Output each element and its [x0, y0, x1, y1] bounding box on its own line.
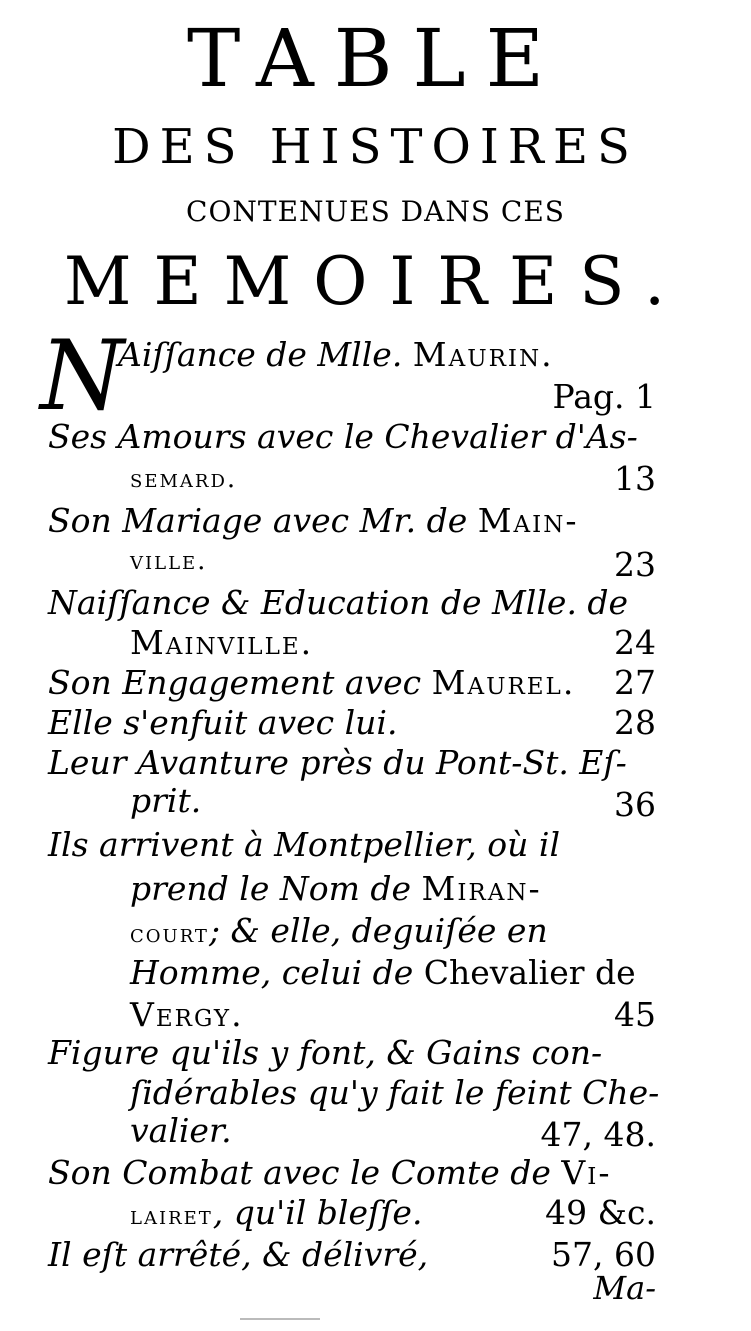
page-number: 47, 48.	[540, 1115, 656, 1154]
page-edge-mark	[240, 1318, 320, 1320]
title-table: TABLE	[186, 12, 565, 105]
list-item: Naiſſance & Education de Mlle. de	[48, 583, 629, 622]
page-number: 27	[614, 663, 656, 702]
list-item: Son Combat avec le Comte de Vi-	[48, 1153, 612, 1192]
page-number: 36	[614, 785, 656, 824]
list-item-cont: ſidérables qu'y fait le feint Che-	[130, 1073, 660, 1112]
page-number: 13	[614, 459, 656, 498]
list-item: Ils arrivent à Montpellier, où il	[48, 825, 560, 864]
title-contenues: CONTENUES DANS CES	[186, 195, 565, 228]
list-item-cont: semard.	[130, 464, 238, 494]
drop-cap: N	[40, 320, 124, 432]
list-item: Leur Avanture près du Pont-St. Eſ-	[48, 743, 627, 782]
list-item-cont: Mainville.	[130, 623, 314, 662]
list-item: Il eſt arrêté, & délivré,	[48, 1235, 429, 1274]
catchword: Ma-	[593, 1269, 656, 1307]
list-item-cont: valier.	[130, 1111, 232, 1150]
list-item-cont: prit.	[130, 781, 202, 820]
list-item-cont: lairet, qu'il bleſſe.	[130, 1193, 423, 1232]
list-item: Ses Amours avec le Chevalier d'As-	[48, 417, 638, 456]
page-number: 57, 60	[551, 1235, 656, 1274]
list-item: Son Engagement avec Maurel.	[48, 663, 576, 702]
page-number: 49 &c.	[545, 1193, 656, 1232]
list-item: Elle s'enfuit avec lui.	[48, 703, 398, 742]
list-item: Figure qu'ils y font, & Gains con-	[48, 1033, 603, 1072]
page-number: 45	[614, 995, 656, 1034]
page-number: 24	[614, 623, 656, 662]
list-item-cont: Vergy.	[130, 995, 244, 1034]
list-item: Son Mariage avec Mr. de Main-	[48, 501, 579, 540]
list-item-cont: prend le Nom de Miran-	[130, 869, 542, 908]
list-item-cont: Homme, celui de Chevalier de	[130, 953, 636, 992]
page-number: 23	[614, 545, 656, 584]
title-des-histoires: DES HISTOIRES	[112, 119, 639, 175]
page-number: 28	[614, 703, 656, 742]
title-memoires: MEMOIRES.	[63, 243, 688, 320]
list-item-cont: court; & elle, deguiſée en	[130, 911, 548, 950]
list-item: Aiſſance de Mlle. Maurin.	[118, 335, 554, 374]
page-number: Pag. 1	[552, 377, 656, 416]
list-item-cont: ville.	[130, 546, 208, 576]
